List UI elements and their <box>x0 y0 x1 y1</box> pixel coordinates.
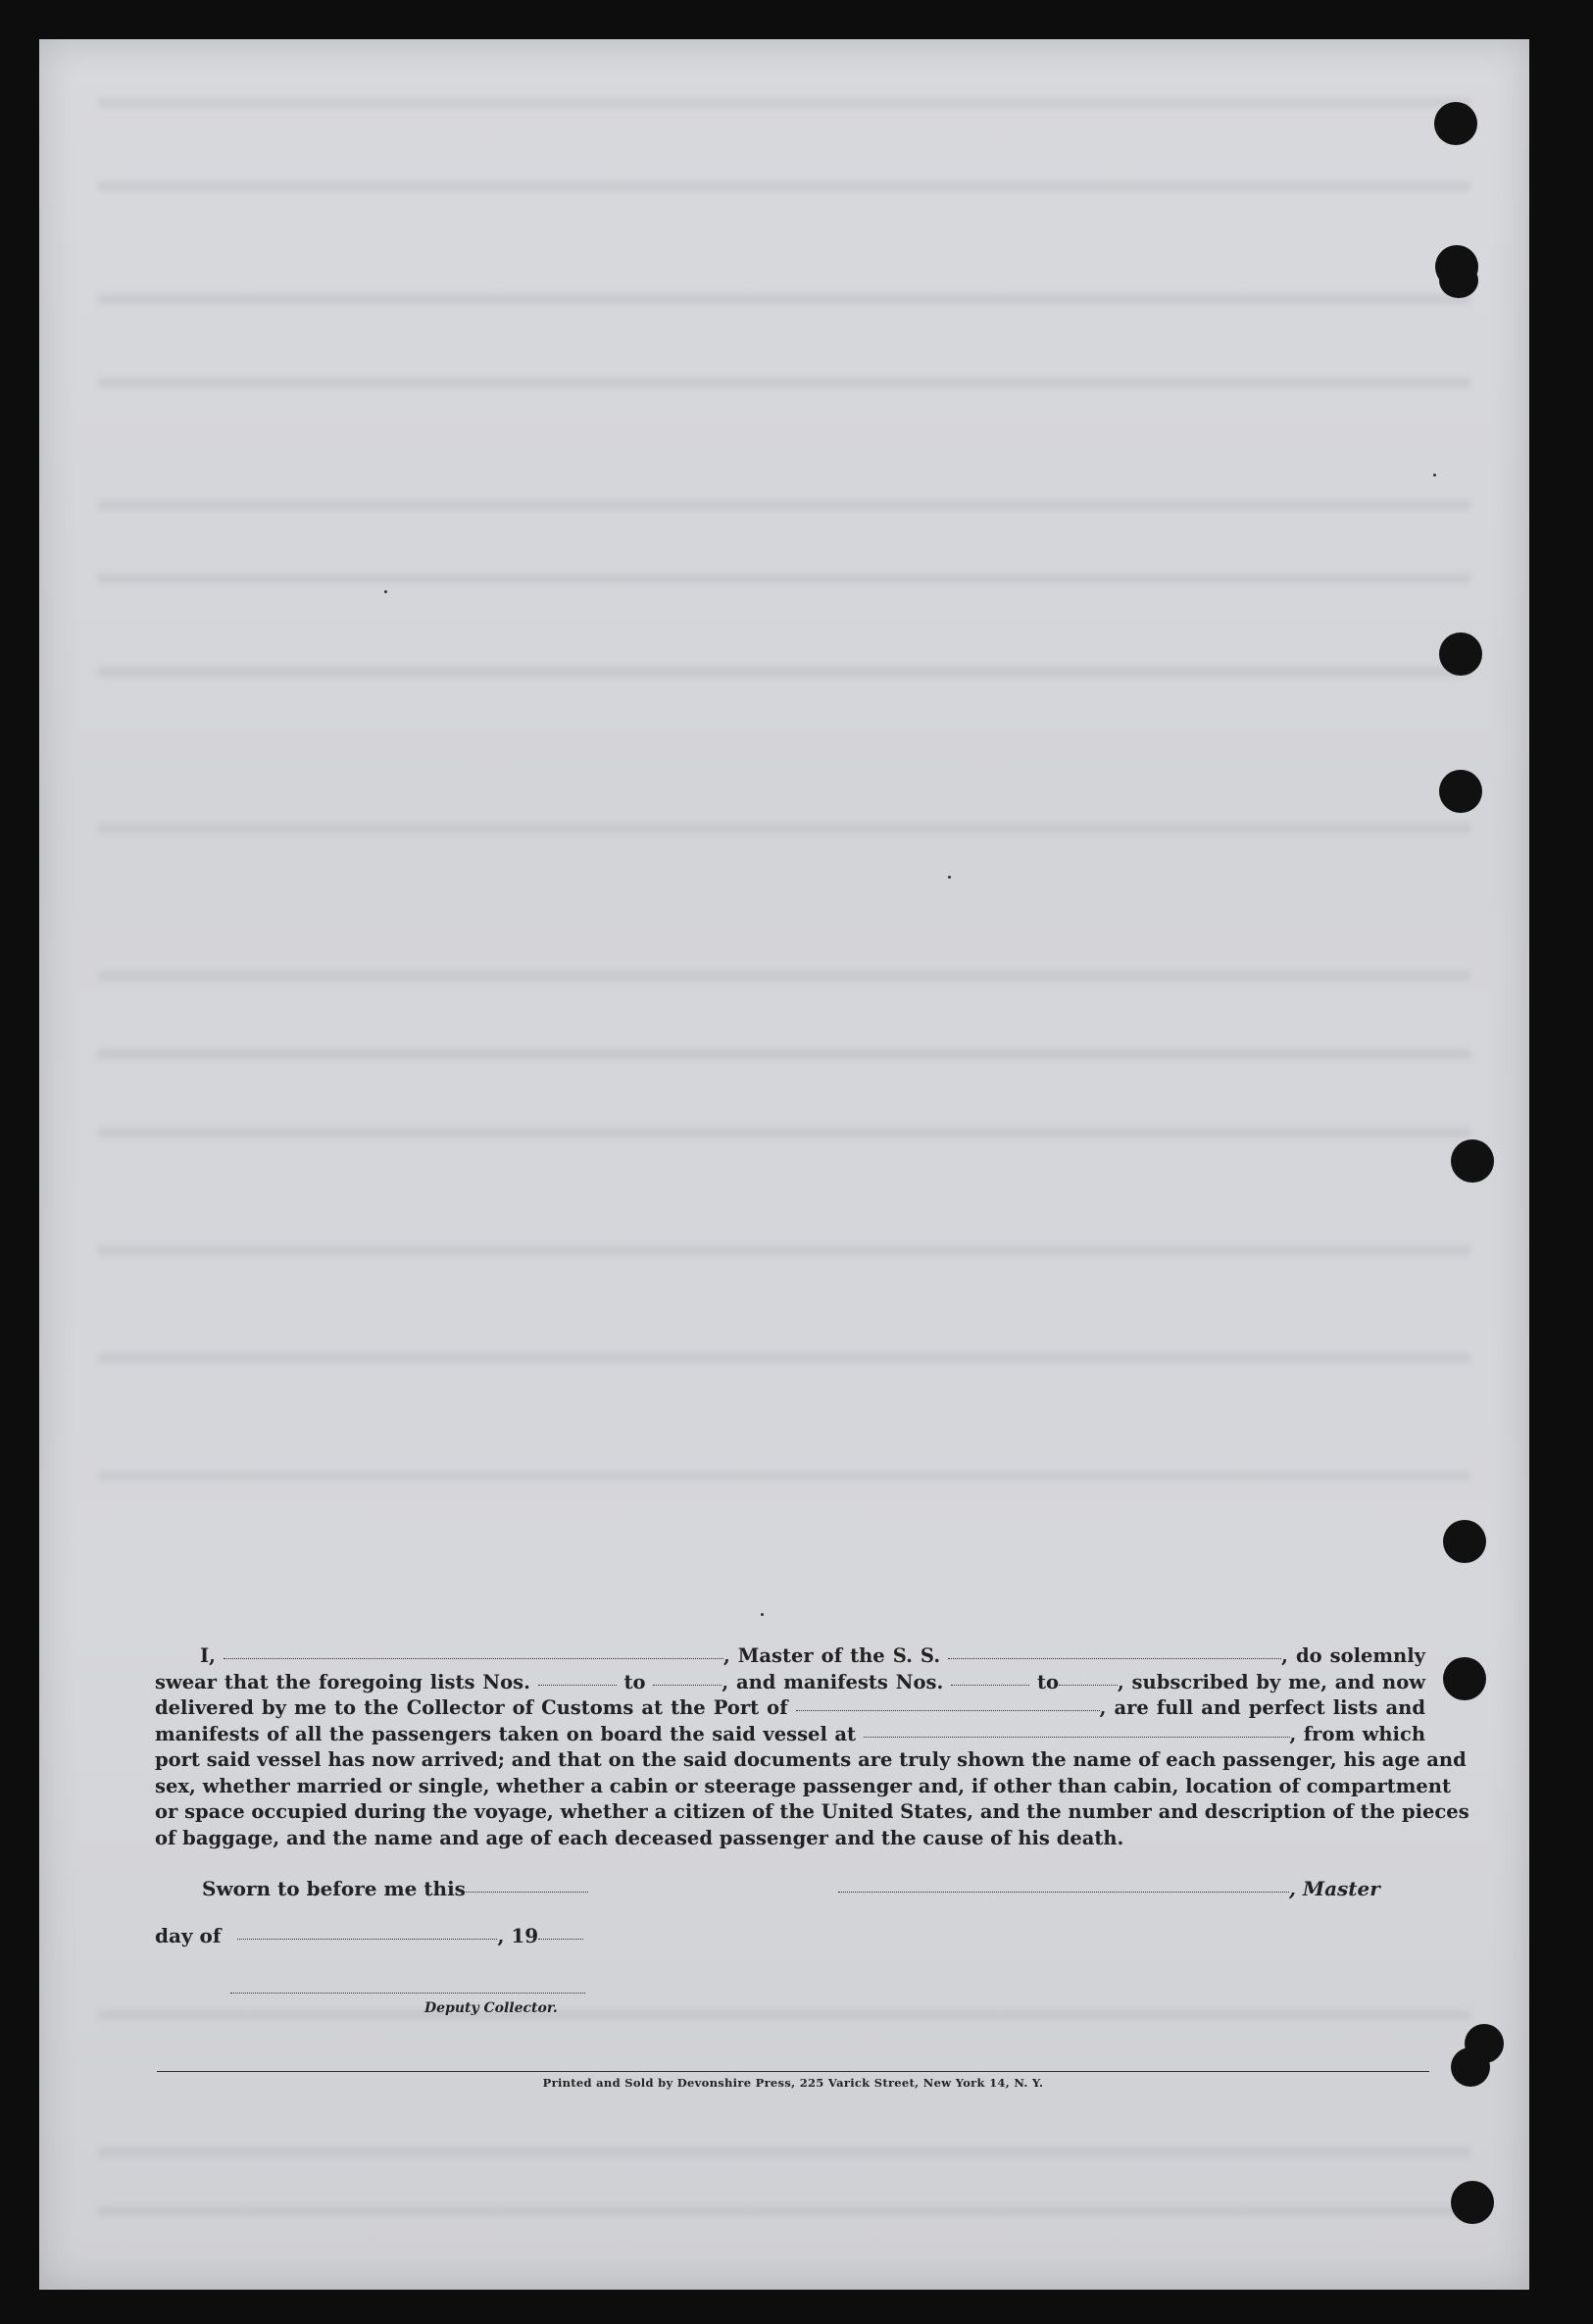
punch-hole <box>1451 2047 1490 2087</box>
bleed-through-line <box>98 824 1470 834</box>
manifests-from-field[interactable] <box>951 1684 1029 1686</box>
lists-from-field[interactable] <box>538 1684 617 1686</box>
master-signature-field[interactable] <box>838 1891 1289 1893</box>
footer-rule <box>157 2071 1429 2072</box>
bleed-through-line <box>98 500 1470 510</box>
punch-hole <box>1451 2181 1494 2224</box>
master-oath-paragraph <box>155 1643 1469 1851</box>
punch-hole <box>1451 1139 1494 1183</box>
departure-port-field[interactable] <box>864 1736 1290 1738</box>
bleed-through-line <box>98 1471 1470 1481</box>
bleed-through-line <box>98 1049 1470 1059</box>
oath-line: sex, whether married or single, whether a cabin or steerage passenger and, if other than cabin, location of compartment <box>155 1774 1451 1797</box>
printer-imprint: Printed and Sold by Devonshire Press, 225 Varick Street, New York 14, N. Y. <box>542 2076 1044 2090</box>
lists-to-field[interactable] <box>653 1684 722 1686</box>
punch-hole <box>1443 1520 1486 1563</box>
year-field[interactable] <box>538 1938 583 1940</box>
paper-speck <box>384 590 387 593</box>
oath-line: of baggage, and the name and age of each deceased passenger and the cause of his death. <box>155 1826 1124 1849</box>
punch-hole <box>1439 770 1482 813</box>
bleed-through-line <box>98 1128 1470 1137</box>
oath-line: I, , Master of the S. S. , do solemnly <box>200 1644 1425 1667</box>
bleed-through-line <box>98 1353 1470 1363</box>
punch-hole <box>1434 102 1477 145</box>
oath-line: manifests of all the passengers taken on board the said vessel at , from which <box>155 1722 1426 1745</box>
month-field[interactable] <box>237 1938 497 1940</box>
bleed-through-line <box>98 98 1470 108</box>
paper-speck <box>1433 474 1436 477</box>
deputy-signature-field[interactable] <box>230 1993 585 1994</box>
bleed-through-line <box>98 667 1470 677</box>
oath-line: swear that the foregoing lists Nos. to , and manifests Nos. to , subscribed by me, and now <box>155 1670 1426 1693</box>
punch-hole <box>1443 1657 1486 1700</box>
bleed-through-line <box>98 574 1470 583</box>
day-of-line: day of , 19 <box>155 1924 583 1947</box>
oath-line: delivered by me to the Collector of Customs at the Port of , are full and perfect lists and <box>155 1696 1425 1719</box>
paper-speck <box>761 1613 764 1616</box>
sworn-day-field[interactable] <box>466 1891 588 1893</box>
bleed-through-line <box>98 971 1470 981</box>
bleed-through-line <box>98 2206 1470 2216</box>
bleed-through-line <box>98 181 1470 191</box>
bleed-through-line <box>98 2010 1470 2020</box>
master-name-field[interactable] <box>224 1657 723 1659</box>
oath-line: or space occupied during the voyage, whether a citizen of the United States, and the number and description of the pieces <box>155 1800 1469 1823</box>
paper-speck <box>948 876 951 879</box>
manifests-to-field[interactable] <box>1059 1684 1118 1686</box>
port-field[interactable] <box>796 1709 1100 1711</box>
bleed-through-line <box>98 378 1470 387</box>
bleed-through-line <box>98 2147 1470 2157</box>
oath-line: port said vessel has now arrived; and that on the said documents are truly shown the name of each passenger, his age and <box>155 1748 1467 1771</box>
punch-hole <box>1439 263 1478 298</box>
bleed-through-line <box>98 294 1470 304</box>
master-signature-line: , Master <box>838 1877 1380 1900</box>
deputy-collector-label: Deputy Collector. <box>424 2000 558 2016</box>
vessel-name-field[interactable] <box>948 1657 1281 1659</box>
form-sheet <box>39 39 1529 2290</box>
punch-hole <box>1439 632 1482 676</box>
sworn-before-line: Sworn to before me this <box>202 1877 588 1900</box>
bleed-through-line <box>98 1245 1470 1255</box>
